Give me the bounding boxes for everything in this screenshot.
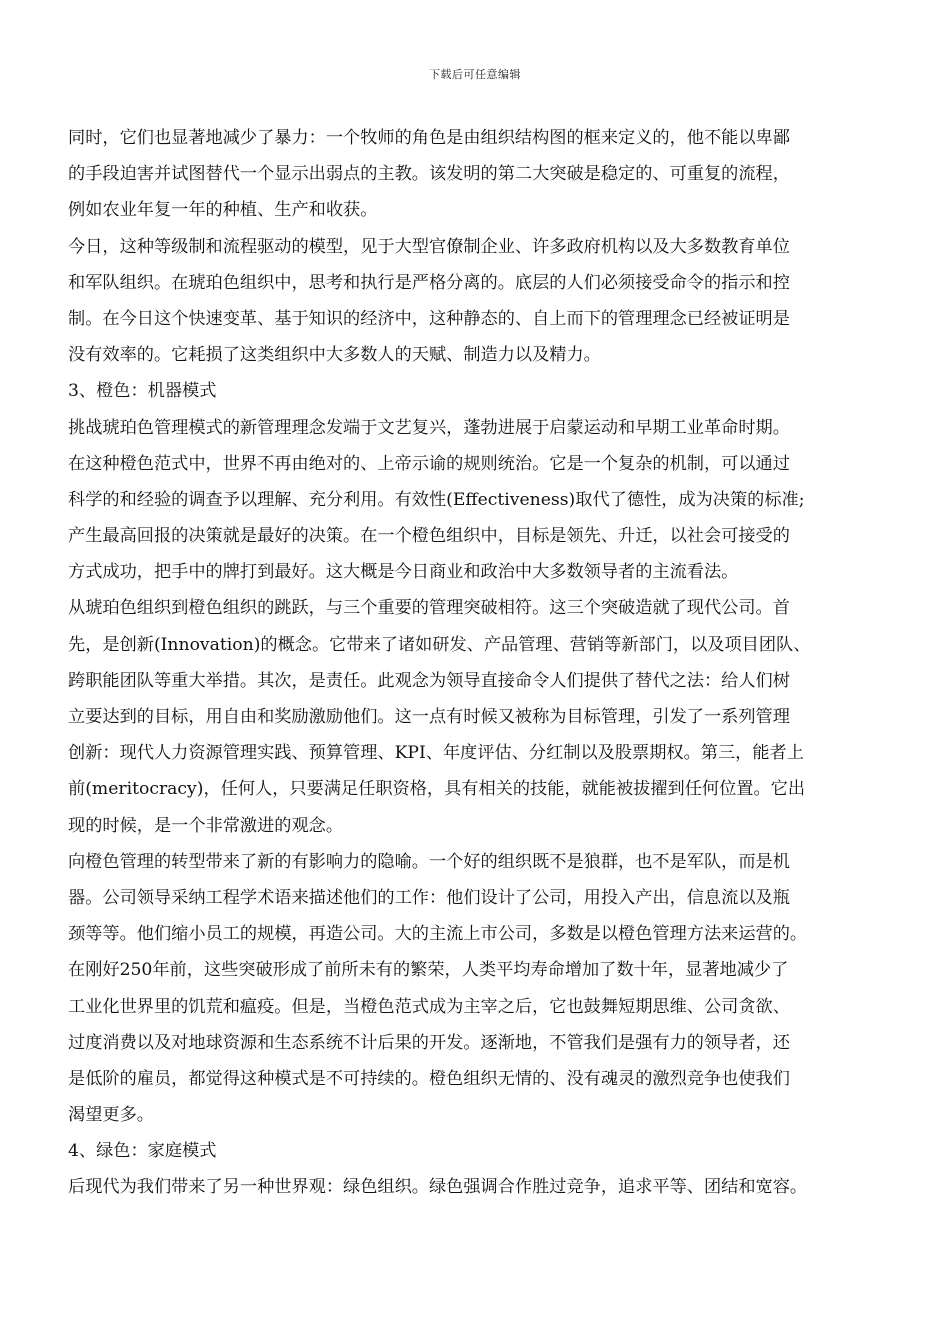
text-line: 产生最高回报的决策就是最好的决策。在一个橙色组织中，目标是领先、升迁，以社会可接受的 [68,526,790,547]
text-line: 创新：现代人力资源管理实践、预算管理、KPI、年度评估、分红制以及股票期权。第三，能者上 [68,743,804,764]
text-line: 跨职能团队等重大举措。其次，是责任。此观念为领导直接命令人们提供了替代之法：给人们树 [68,670,790,691]
text-line: 同时，它们也显著地减少了暴力：一个牧师的角色是由组织结构图的框来定义的，他不能以卑鄙 [68,128,790,148]
text-line: 的手段迫害并试图替代一个显示出弱点的主教。该发明的第二大突破是稳定的、可重复的流程， [68,164,790,185]
text-line: 科学的和经验的调查予以理解、充分利用。有效性(Effectiveness)取代了德性，成为决策的标准; [68,489,805,510]
text-line: 后现代为我们带来了另一种世界观：绿色组织。绿色强调合作胜过竞争，追求平等、团结和宽容。 [68,1177,808,1198]
section-heading: 4、绿色：家庭模式 [68,1141,217,1162]
text-line: 渴望更多。 [68,1105,154,1126]
text-line: 和军队组织。在琥珀色组织中，思考和执行是严格分离的。底层的人们必须接受命令的指示和控 [68,272,790,293]
text-line: 从琥珀色组织到橙色组织的跳跃，与三个重要的管理突破相符。这三个突破造就了现代公司。首 [68,598,790,619]
text-line: 没有效率的。它耗损了这类组织中大多数人的天赋、制造力以及精力。 [68,345,601,366]
text-line: 在这种橙色范式中，世界不再由绝对的、上帝示谕的规则统治。它是一个复杂的机制，可以通过 [68,453,790,474]
text-line: 现的时候，是一个非常激进的观念。 [68,815,344,836]
section-heading: 3、橙色：机器模式 [68,381,217,402]
text-line: 例如农业年复一年的种植、生产和收获。 [68,200,378,221]
page-header: 下载后可任意编辑 [429,68,521,81]
text-line: 前(meritocracy)，任何人，只要满足任职资格，具有相关的技能，就能被拔擢到任何位置。它出 [68,779,806,800]
text-line: 今日，这种等级制和流程驱动的模型，见于大型官僚制企业、许多政府机构以及大多数教育单位 [68,236,790,257]
text-line: 挑战琥珀色管理模式的新管理理念发端于文艺复兴，蓬勃进展于启蒙运动和早期工业革命时期。 [68,417,790,438]
text-line: 在刚好250年前，这些突破形成了前所未有的繁荣，人类平均寿命增加了数十年，显著地减少了 [68,960,789,981]
text-line: 先，是创新(Innovation)的概念。它带来了诸如研发、产品管理、营销等新部门，以及项目团队、 [68,634,811,655]
text-line: 方式成功，把手中的牌打到最好。这大概是今日商业和政治中大多数领导者的主流看法。 [68,562,739,583]
text-line: 过度消费以及对地球资源和生态系统不计后果的开发。逐渐地，不管我们是强有力的领导者，还 [68,1032,790,1053]
text-line: 向橙色管理的转型带来了新的有影响力的隐喻。一个好的组织既不是狼群，也不是军队，而是机 [68,851,790,872]
text-line: 器。公司领导采纳工程学术语来描述他们的工作：他们设计了公司，用投入产出，信息流以及瓶 [68,887,790,908]
text-line: 工业化世界里的饥荒和瘟疫。但是，当橙色范式成为主宰之后，它也鼓舞短期思维、公司贪欲、 [68,996,790,1017]
text-line: 制。在今日这个快速变革、基于知识的经济中，这种静态的、自上而下的管理理念已经被证明是 [68,308,790,329]
text-line: 是低阶的雇员，都觉得这种模式是不可持续的。橙色组织无情的、没有魂灵的激烈竞争也使我们 [68,1068,790,1089]
document-body [68,120,888,1206]
text-line: 立要达到的目标，用自由和奖励激励他们。这一点有时候又被称为目标管理，引发了一系列管理 [68,707,790,727]
text-line: 颈等等。他们缩小员工的规模，再造公司。大的主流上市公司，多数是以橙色管理方法来运营的。 [68,924,808,945]
